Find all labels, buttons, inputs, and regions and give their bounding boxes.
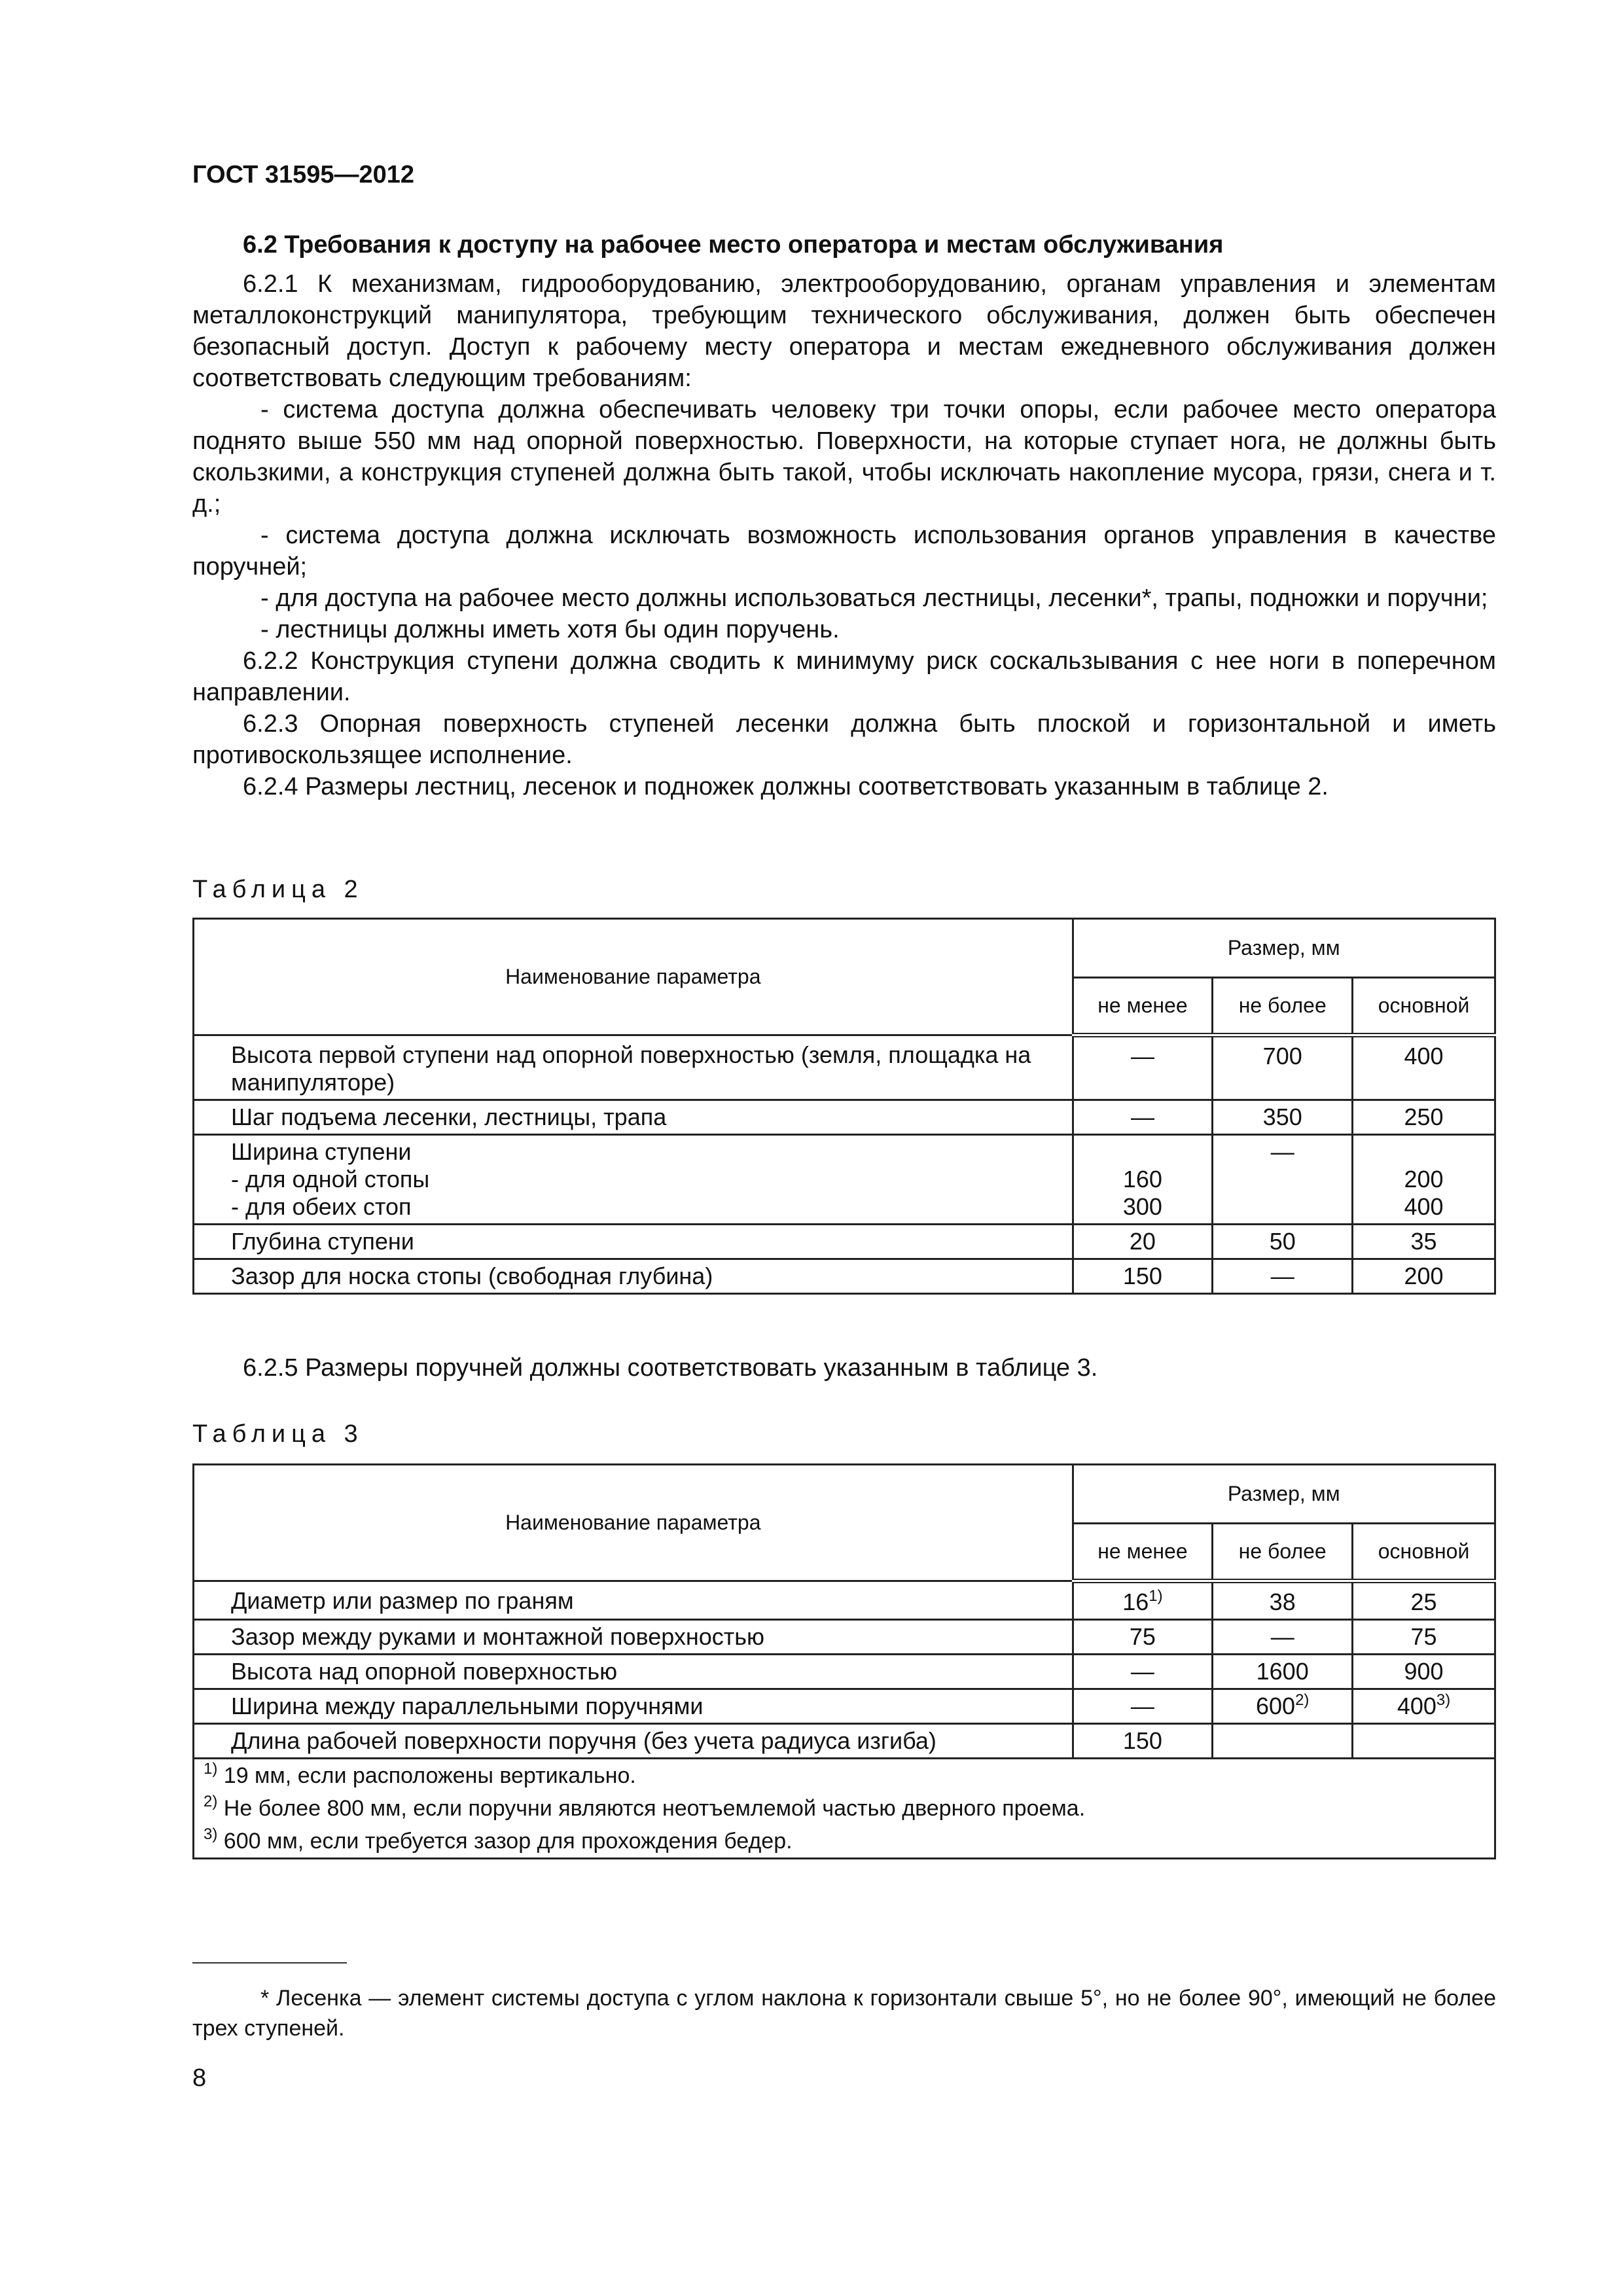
table-row [194, 1035, 1495, 1100]
column-header-size: Размер, мм [1073, 1465, 1495, 1524]
value-min: — [1073, 1035, 1213, 1100]
value-max: 50 [1213, 1225, 1353, 1259]
value-min: 150 [1073, 1724, 1213, 1759]
value-min: 150 [1073, 1259, 1213, 1294]
value-max: 700 [1213, 1035, 1353, 1100]
value-max-main: — [1270, 1138, 1294, 1165]
param-name: Зазор для носка стопы (свободная глубина) [194, 1259, 1073, 1294]
value-max: 38 [1213, 1581, 1353, 1620]
column-header-min: не менее [1073, 978, 1213, 1035]
value-nominal: 900 [1353, 1655, 1495, 1689]
table-row [194, 1100, 1495, 1135]
value-max [1213, 1135, 1353, 1225]
paragraph-6-2-4: 6.2.4 Размеры лестниц, лесенок и подножек должны соответствовать указанным в таблице 2. [243, 773, 1329, 800]
paragraph-6-2-5: 6.2.5 Размеры поручней должны соответствовать указанным в таблице 3. [243, 1354, 1098, 1382]
column-header-min: не менее [1073, 1524, 1213, 1581]
value-min-number: 16 [1122, 1588, 1149, 1615]
bullet-item: - система доступа должна исключать возможность использования органов управления в качестве поручней; [192, 522, 1496, 581]
value-max: 1600 [1213, 1655, 1353, 1689]
bullet-item: - для доступа на рабочее место должны использоваться лестницы, лесенки*, трапы, подножки и поручни; [260, 584, 1488, 612]
paragraph-6-2-3: 6.2.3 Опорная поверхность ступеней лесенки должна быть плоской и горизонтальной и иметь противоскользящее исполнение. [192, 710, 1496, 769]
param-name-main: Ширина ступени [231, 1138, 412, 1165]
value-nominal: 35 [1353, 1225, 1495, 1259]
section-body [192, 268, 1496, 802]
table-row [194, 1581, 1495, 1620]
table-notes [194, 1759, 1495, 1859]
value-nominal-number: 400 [1397, 1693, 1436, 1719]
column-header-parameter: Наименование параметра [194, 919, 1073, 1035]
value-max-number: 600 [1255, 1693, 1296, 1719]
paragraph-6-2-2: 6.2.2 Конструкция ступени должна сводить к минимуму риск соскальзывания с нее ноги в поперечном направлении. [192, 647, 1496, 706]
note-text: 600 мм, если требуется зазор для прохождения бедер. [217, 1829, 793, 1854]
paragraph-6-2-1: 6.2.1 К механизмам, гидрооборудованию, электрооборудованию, органам управления и элементам металлоконструкций манипулятора, требующим технического обслуживания, должен быть обеспечен безопасный доступ. Доступ к рабочему месту оператора и местам ежедневного обслуживания должен соответствовать следующим требованиям: [192, 270, 1496, 392]
column-header-nominal: основной [1353, 1524, 1495, 1581]
table-note [204, 1759, 1485, 1792]
param-name: Высота первой ступени над опорной поверхностью (земля, площадка на манипуляторе) [194, 1035, 1073, 1100]
value-min: — [1073, 1100, 1213, 1135]
footnote-mark: 2) [1295, 1691, 1310, 1709]
param-name: Диаметр или размер по граням [194, 1581, 1073, 1620]
footnote: * Лесенка — элемент системы доступа с углом наклона к горизонтали свыше 5°, но не более 90°, имеющий не более трех ступеней. [192, 1986, 1496, 2041]
value-nominal: 25 [1353, 1581, 1495, 1620]
value-nominal: 75 [1353, 1620, 1495, 1655]
value-max: 350 [1213, 1100, 1353, 1135]
value-min: 20 [1073, 1225, 1213, 1259]
table-3-caption: Таблица 3 [192, 1420, 364, 1448]
value-min [1073, 1581, 1213, 1620]
table-row [194, 1655, 1495, 1689]
bullet-item: - система доступа должна обеспечивать человеку три точки опоры, если рабочее место оператора поднято выше 550 мм над опорной поверхностью. Поверхности, на которые ступает нога, не должны быть скользкими, а конструкция ступеней должна быть такой, чтобы исключать накопление мусора, грязи, снега и т. д.; [192, 396, 1496, 518]
param-name [194, 1135, 1073, 1225]
value-nominal: 400 [1353, 1035, 1495, 1100]
column-header-parameter: Наименование параметра [194, 1465, 1073, 1581]
table-row [194, 1135, 1495, 1225]
table-row [194, 1689, 1495, 1724]
bullet-item: - лестницы должны иметь хотя бы один поручень. [260, 616, 840, 643]
page-number: 8 [192, 2064, 207, 2092]
paragraph-6-2-5-block [192, 1352, 1496, 1384]
value-max: — [1213, 1620, 1353, 1655]
param-name-sub: - для обеих стоп [231, 1193, 412, 1220]
value-nominal [1353, 1135, 1495, 1225]
table-2-caption: Таблица 2 [192, 876, 364, 903]
note-mark: 3) [204, 1825, 218, 1843]
value-max [1213, 1724, 1353, 1759]
column-header-size: Размер, мм [1073, 919, 1495, 978]
table-3 [192, 1463, 1496, 1859]
value-nominal: 200 [1353, 1259, 1495, 1294]
table-note [204, 1825, 1485, 1857]
value-nominal-sub: 200 [1404, 1166, 1444, 1193]
param-name: Высота над опорной поверхностью [194, 1655, 1073, 1689]
footnote-divider [192, 1962, 347, 1964]
column-header-nominal: основной [1353, 978, 1495, 1035]
value-max: — [1213, 1259, 1353, 1294]
table-row [194, 1724, 1495, 1759]
table-row [194, 1620, 1495, 1655]
value-min: — [1073, 1689, 1213, 1724]
param-name: Глубина ступени [194, 1225, 1073, 1259]
value-nominal: 250 [1353, 1100, 1495, 1135]
section-title: 6.2 Требования к доступу на рабочее место оператора и местам обслуживания [243, 231, 1224, 259]
param-name: Ширина между параллельными поручнями [194, 1689, 1073, 1724]
param-name: Зазор между руками и монтажной поверхностью [194, 1620, 1073, 1655]
value-nominal [1353, 1724, 1495, 1759]
value-min-sub: 160 [1122, 1166, 1162, 1193]
note-mark: 2) [204, 1793, 218, 1810]
table-2 [192, 918, 1496, 1295]
value-min: 75 [1073, 1620, 1213, 1655]
footnote-mark: 3) [1436, 1691, 1451, 1709]
note-mark: 1) [204, 1760, 218, 1778]
param-name: Длина рабочей поверхности поручня (без учета радиуса изгиба) [194, 1724, 1073, 1759]
note-text: Не более 800 мм, если поручни являются неотъемлемой частью дверного проема. [217, 1796, 1086, 1821]
value-nominal-sub: 400 [1404, 1193, 1444, 1220]
value-min: — [1073, 1655, 1213, 1689]
standard-header: ГОСТ 31595—2012 [192, 161, 415, 188]
param-name-sub: - для одной стопы [231, 1166, 430, 1193]
table-row [194, 1225, 1495, 1259]
param-name: Шаг подъема лесенки, лестницы, трапа [194, 1100, 1073, 1135]
column-header-max: не более [1213, 978, 1353, 1035]
value-nominal [1353, 1689, 1495, 1724]
value-min-sub: 300 [1122, 1193, 1162, 1220]
footnote-mark: 1) [1149, 1587, 1163, 1605]
note-text: 19 мм, если расположены вертикально. [217, 1763, 636, 1788]
table-note [204, 1792, 1485, 1825]
table-row [194, 1259, 1495, 1294]
value-min [1073, 1135, 1213, 1225]
column-header-max: не более [1213, 1524, 1353, 1581]
table-notes-row [194, 1759, 1495, 1859]
value-max [1213, 1689, 1353, 1724]
